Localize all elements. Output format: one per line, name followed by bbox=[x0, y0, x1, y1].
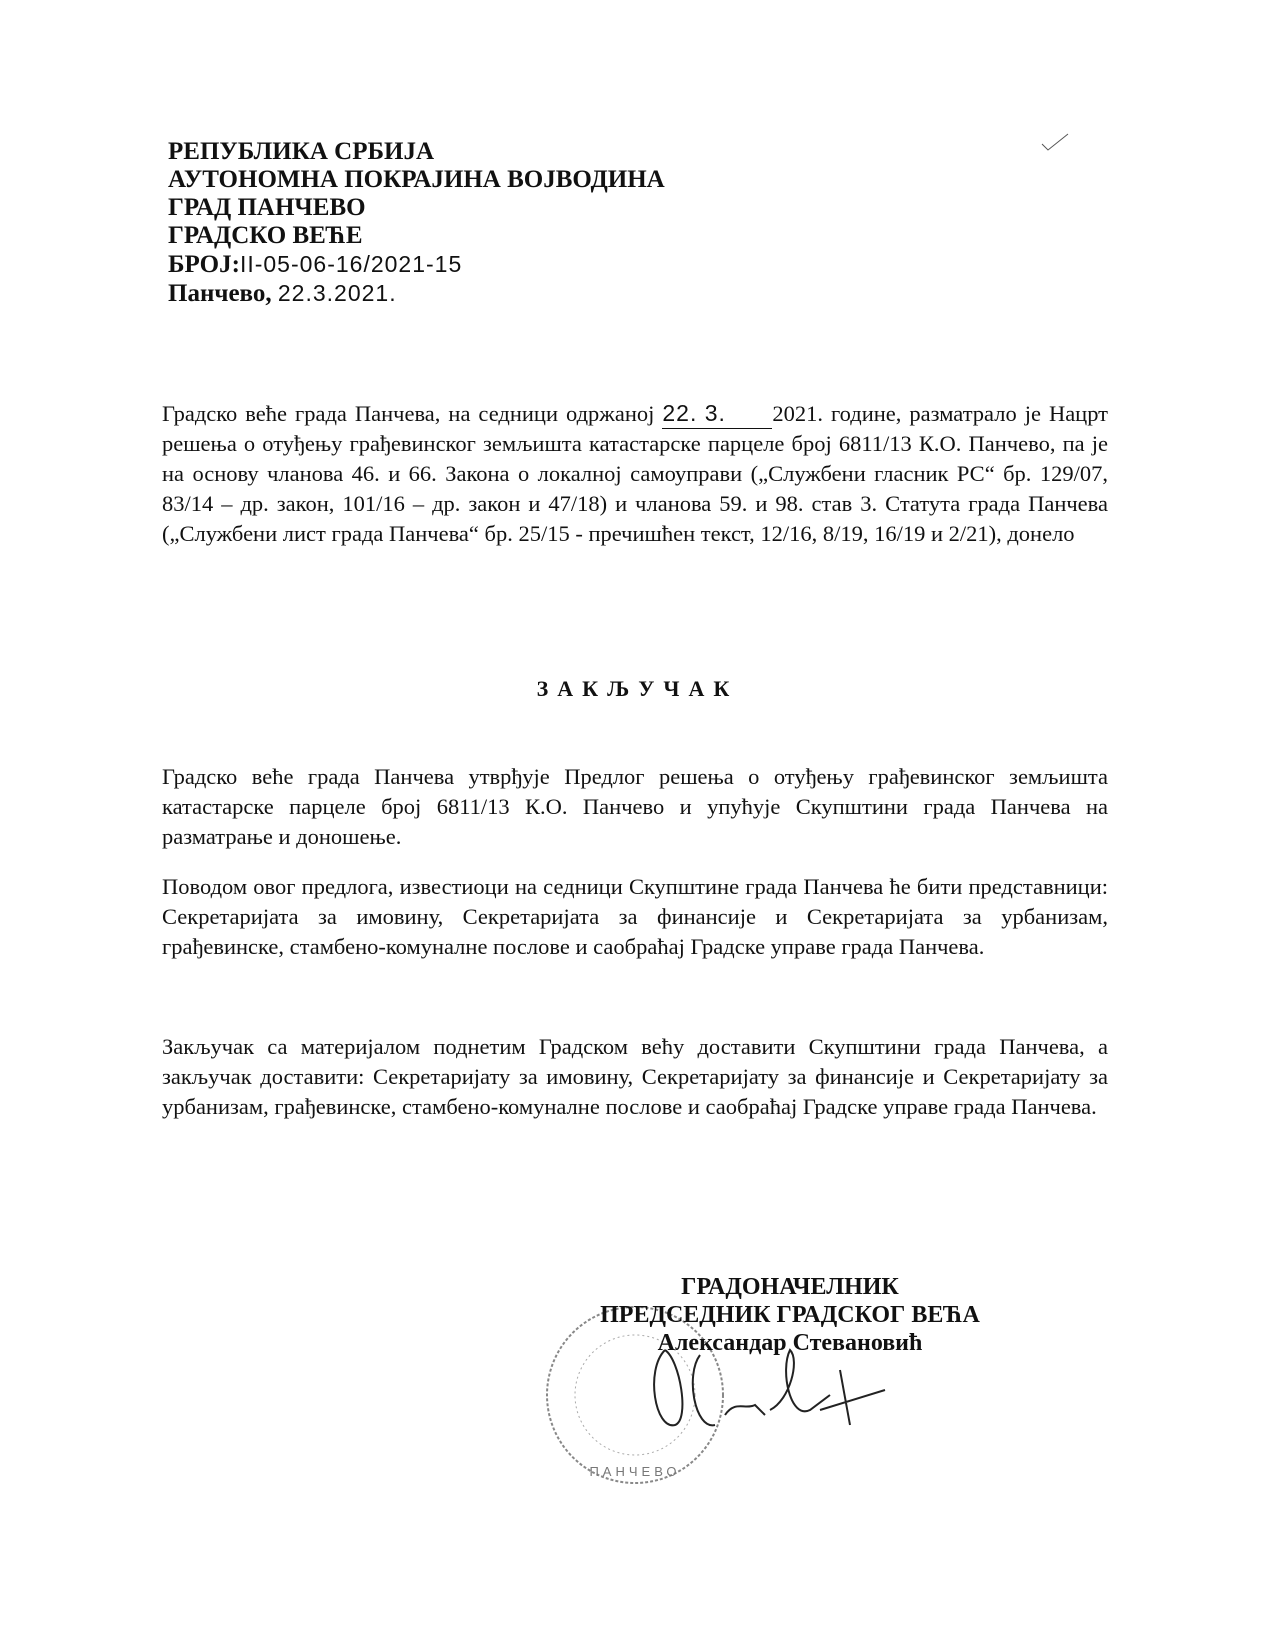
letterhead-line: РЕПУБЛИКА СРБИЈА bbox=[168, 138, 435, 165]
body-paragraph: Поводом овог предлога, известиоци на седници Скупштине града Панчева ће бити представници: Секретаријата за имовину, Секретаријата за финансије и Секретаријата за урбанизам, грађевинске, стамбено-комуналне послове и саобраћај Градске управе града Панчева. bbox=[162, 874, 1108, 959]
body-paragraph: Градско веће града Панчева утврђује Предлог решења о отуђењу грађевинског земљишта катастарске парцеле број 6811/13 К.О. Панчево и упућује Скупштини града Панчева на разматрање и доношење. bbox=[162, 764, 1108, 849]
letterhead-line: ГРАД ПАНЧЕВО bbox=[168, 194, 366, 221]
document-date: Панчево, 22.3.2021. bbox=[168, 280, 397, 307]
signatory-name: Александар Стевановић bbox=[657, 1330, 923, 1356]
handwritten-signature bbox=[640, 1330, 900, 1440]
document-title: ЗАКЉУЧАК bbox=[536, 676, 739, 701]
intro-paragraph: Градско веће града Панчева, на седници одржаној 22. 3. 2021. године, разматрало је Нацрт решења о отуђењу грађевинског земљишта катастарске парцеле број 6811/13 К.О. Панчево, па је на основу чланова 46. и 66. Закона о локалној самоуправи („Службени гласник РС“ бр. 129/07, 83/14 – др. закон, 101/16 – др. закон и 47/18) и чланова 59. и 98. став 3. Статута града Панчева („Службени лист града Панчева“ бр. 25/15 - пречишћен текст, 12/16, 8/19, 16/19 и 2/21), донело bbox=[162, 400, 1109, 546]
handwritten-date: 22.3.2021. bbox=[277, 280, 397, 306]
letterhead bbox=[168, 138, 665, 308]
letterhead-line: ГРАДСКО ВЕЋЕ bbox=[168, 222, 363, 249]
document-number: БРОЈ:II-05-06-16/2021-15 bbox=[168, 251, 463, 278]
handwritten-number: II-05-06-16/2021-15 bbox=[239, 251, 463, 277]
signatory-title: ГРАДОНАЧЕЛНИК bbox=[681, 1274, 899, 1300]
body-paragraph: Закључак са материјалом поднетим Градском већу доставити Скупштини града Панчева, а закључак доставити: Секретаријату за имовину, Секретаријату за финансије и Секретаријату за урбанизам, грађевинске, стамбено-комуналне послове и саобраћај Градске управе града Панчева. bbox=[162, 1034, 1108, 1119]
letterhead-line: АУТОНОМНА ПОКРАЈИНА ВОЈВОДИНА bbox=[168, 166, 665, 193]
signatory-title: ПРЕДСЕДНИК ГРАДСКОГ ВЕЋА bbox=[600, 1302, 980, 1328]
handwritten-session-date: 22. 3. bbox=[662, 398, 772, 429]
stamp-text: ПАНЧЕВО bbox=[589, 1464, 681, 1479]
check-mark-icon bbox=[1040, 132, 1070, 154]
